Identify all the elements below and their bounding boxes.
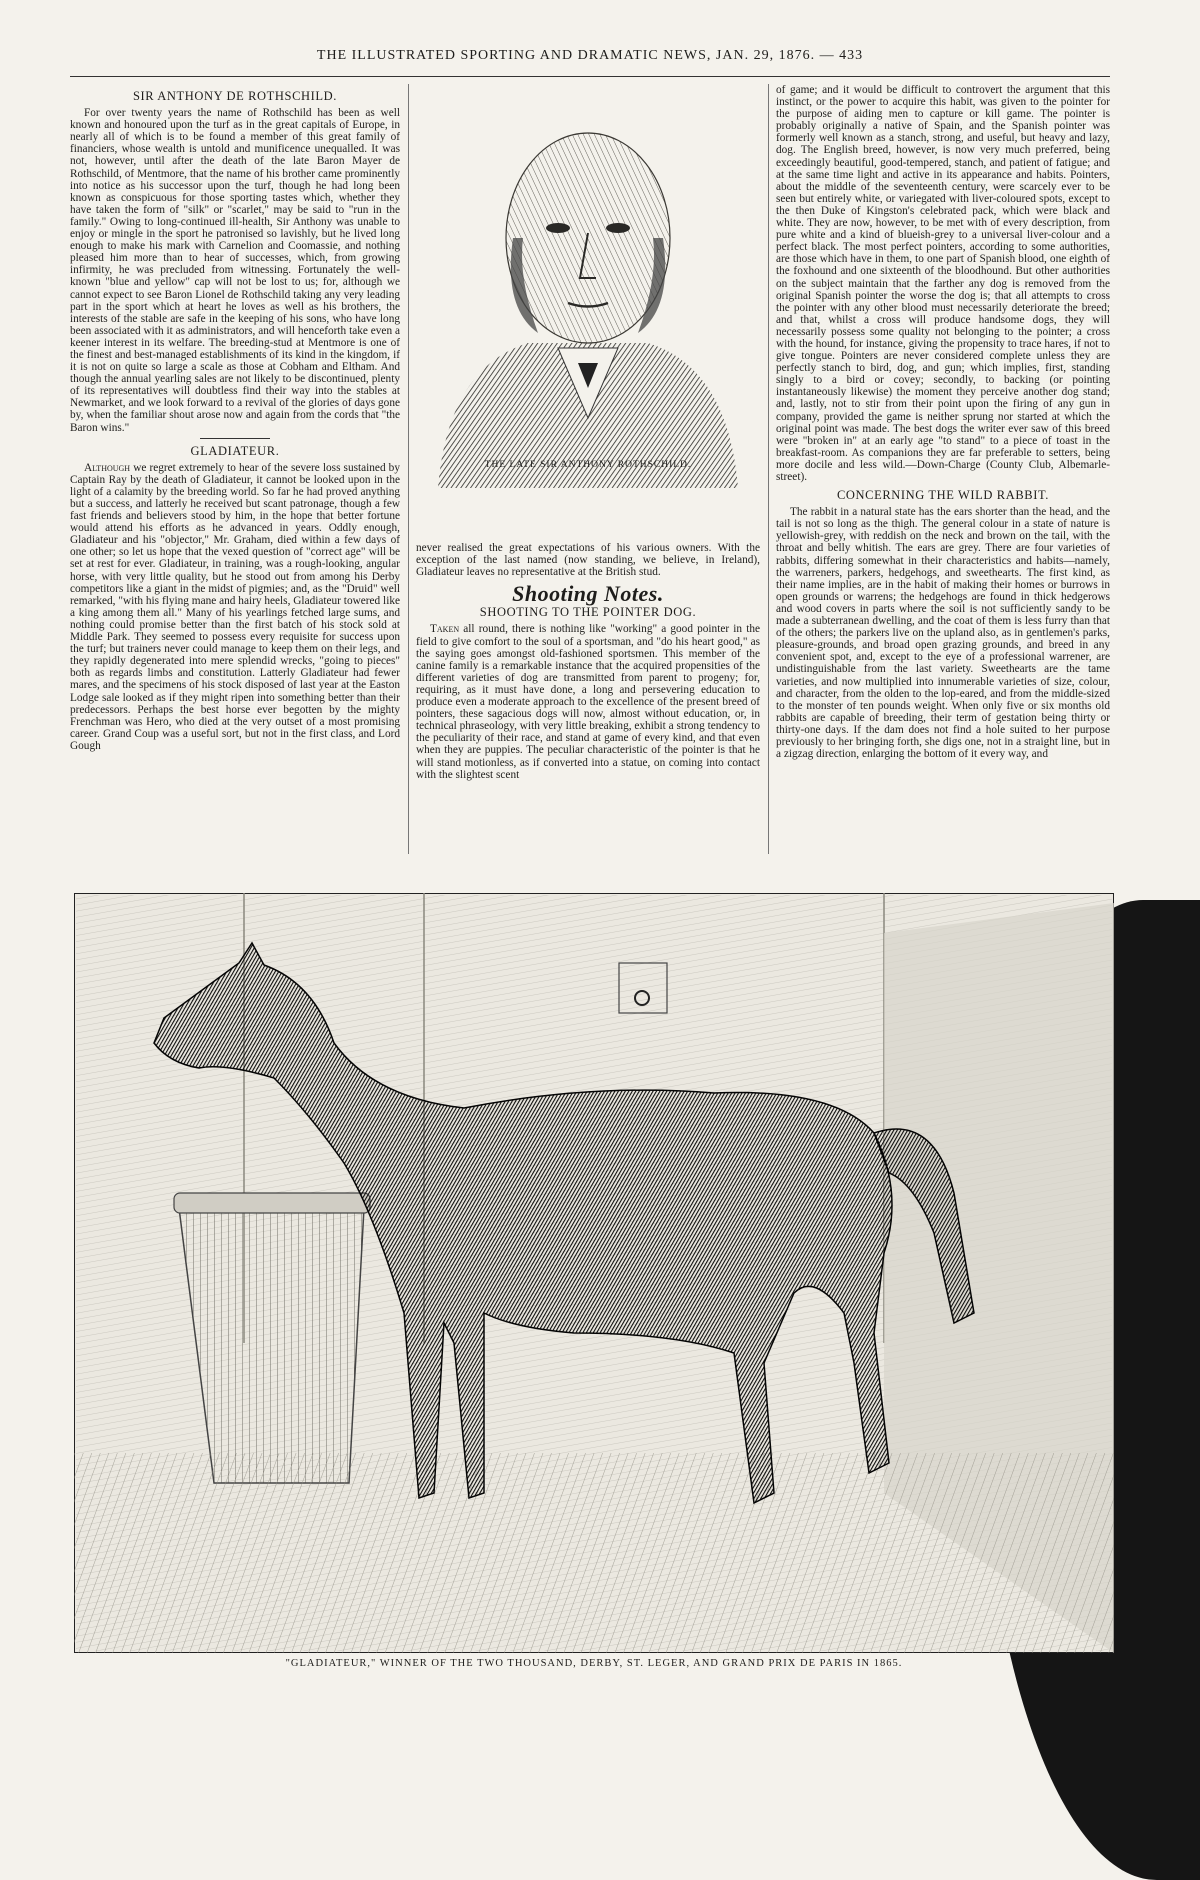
middle-column [416,542,760,854]
pointer-heading: SHOOTING TO THE POINTER DOG. [479,605,697,620]
left-eye [546,223,570,233]
gladiateur-heading: GLADIATEUR. [190,443,280,458]
rabbit-heading: CONCERNING THE WILD RABBIT. [836,488,1050,503]
gladiateur-engraving [74,893,1114,1653]
pointer-paragraph [416,623,760,780]
column-divider-left [408,84,409,854]
engraving-caption: "GLADIATEUR," WINNER OF THE TWO THOUSAND, DERBY, ST. LEGER, AND GRAND PRIX DE PARIS IN 1865. [285,1658,903,1669]
gladiateur-paragraph [70,462,400,752]
portrait-engraving [418,88,758,488]
portrait-caption: THE LATE SIR ANTHONY ROTHSCHILD. [484,460,692,470]
pointer-body: all round, there is nothing like "working" a good pointer in the field to give comfort to the soul of a sportsman, and "do his heart good," as the saying goes amongst old-fashioned sportsmen. This member of the canine family is a remarkable instance that the acquired propensities of the different varieties of dog are transmitted from parent to progeny; for, requiring, as it must have done, a long and persevering education to produce even a moderate approach to the excellence of the present breed of pointers, these sagacious dogs will now, almost without education, or, in technical phraseology, with very little breaking, exhibit a strong tendency to the peculiarity of their race, and stand at game of every kind, and that even when they are puppies. The peculiar characteristic of the pointer is that he will stand motionless, as if converted into a statue, on coming into contact with the slightest scent [416,623,760,781]
rothschild-heading: SIR ANTHONY DE ROTHSCHILD. [132,89,338,103]
gladiateur-lead: Although [84,461,131,474]
portrait-illustration [418,88,758,528]
gladiateur-continuation: never realised the great expectations of his various owners. With the exception of the last named (now standing, we believe, in Ireland), Gladiateur leaves no representative at the British stud. [416,542,760,579]
gladiateur-body: we regret extremely to hear of the severe loss sustained by Captain Ray by the death of Gladiateur, it cannot be looked upon in the light of a calamity by the breeding world. So far he had proved anything but a success, and latterly he received but scant patronage, though a few fast friends and believers stood by him, in the hope that better fortune would attend his efforts as he advanced in years. Oddly enough, Gladiateur and his "objector," Mr. Graham, died within a few days of one other; so let us hope that the vexed question of "correct age" will be set at rest for ever. Gladiateur, in training, was a rough-looking, angular horse, with very little quality, but he stood out from among his Derby competitors like a giant in the midst of pigmies; and, as the "Druid" well remarked, "with his flying mane and hairy heels, Gladiateur towered like a king among them all." Many of his yearlings fetched large sums, and nothing could promise better than the first batch of his stock sold at Middle Park. They seemed to possess every requisite for success upon the turf; but trainers never could manage to keep them on their legs, and they rapidly degenerated into mere splendid wrecks, "going to pieces" both as regards limbs and constitution. Latterly Gladiateur had fewer mares, and the specimens of his stock disposed of last year at the Easton Lodge sale looked as if they might ripen into something better than their predecessors. Perhaps the best horse ever begotten by the mighty Frenchman was Hero, who died at the very outset of a most promising career. Grand Coup was a useful sort, but not in the first class, and Lord Gough [70,461,400,752]
left-column [70,84,400,854]
section-divider [200,438,270,439]
right-eye [606,223,630,233]
straw-floor [74,1453,1114,1653]
pointer-lead: Taken [430,623,460,636]
right-column [776,84,1110,854]
page-header: THE ILLUSTRATED SPORTING AND DRAMATIC NEWS, JAN. 29, 1876. — 433 [316,48,864,63]
column-divider-right [768,84,769,854]
rabbit-body: The rabbit in a natural state has the ears shorter than the head, and the tail is not so long as the thigh. The general colour in a state of nature is yellowish-grey, with reddish on the neck and brown on the tail, with the throat and belly whitish. The ears are grey. There are four varieties of rabbits, differing somewhat in their characteristics and habits—namely, the warreners, parkers, hedgehogs, and sweethearts. The first kind, as their name implies, are in the habit of making their homes or burrows in open grounds or warrens; the hedgehogs are found in thick hedgerows and wood covers in parts where the soil is not sufficiently sandy to be made a subterranean dwelling, and the coat of them is less furry than that of the others; the parkers live on the upland also, as in gentlemen's parks, pleasure-grounds, and broad open grazing grounds, and breed in any convenient spot, and, except to the eye of a professional warrener, are undistinguishable from the last variety. Sweethearts are the tame varieties, and now multiplied into innumerable varieties of size, colour, and character, from the olden to the lop-eared, and from the middle-sized to the monster of ten pounds weight. When only five or six months old rabbits are capable of breeding, their term of gestation being thirty or thirty-one days. If the dam does not find a hole suited to her purpose previously to her bringing forth, she digs one, not in a straight line, but in a zigzag direction, enlarging the bottom of it every way, and [776,506,1110,761]
rothschild-body: For over twenty years the name of Rothschild has been as well known and honoured upon the turf as in the great capitals of Europe, in nearly all of which is to be found a member of this great family of financiers, whose wealth is untold and munificence unequalled. It was not, however, until after the death of the late Baron Mayer de Rothschild, of Mentmore, that the name of his brother came prominently into notice as his successor upon the turf, though he had long been known as conspicuous for those sporting tastes which, whether they have taken the form of "silk" or "scarlet," may be said to "run in the family." Owing to long-continued ill-health, Sir Anthony was unable to enjoy or mingle in the sport he patronised so lavishly, but he lived long enough to make his mark with Carnelion and Coomassie, and nothing pleased him more than to hear of successes, which, from growing infirmity, he was precluded from witnessing. Fortunately the well-known "blue and yellow" cap will not be lost to us; for, although we cannot expect to see Baron Lionel de Rothschild taking any very leading part in the sport which at heart he loves as well as his brothers, the interests of the stable are safe in the keeping of his sons, who have long been associated with it as administrators, and will henceforth take even a keener interest in its welfare. The breeding-stud at Mentmore is one of the finest and best-managed establishments of its kind in the kingdom, if it is not on quite so large a scale as those at Cobham and Eltham. And though the annual yearling sales are not likely to be discontinued, plenty of its representatives will doubtless find their way into the stables at Newmarket, and we look forward to a revival of the glories of days gone by, when the familiar shout arose now and again from the cords that "the Baron wins." [70,107,400,434]
pointer-continuation: of game; and it would be difficult to controvert the argument that this instinct, or the power to acquire this habit, was given to the pointer for the purpose of aiding men to capture or kill game. The pointer is probably originally a native of Spain, and the Spanish pointer was formerly well known as a stanch, strong, and useful, but heavy and lazy, dog. The English breed, however, is now very much preferred, being exceedingly beautiful, good-tempered, stanch, and patient of fatigue; and at the same time light and active in its appearance and habits. Pointers, about the middle of the seventeenth century, were scarcely ever to be seen but entirely white, or variegated with liver-coloured spots, except to the then Duke of Kingston's celebrated pack, which were black and white. They are now, however, to be met with of every description, from pure white and a kind of blueish-grey to a universal liver-colour and a perfect black. The most perfect pointers, according to some authorities, are those which have in them, to one part of Spanish blood, one eighth of the foxhound and one sixteenth of the bloodhound. But other authorities on the subject maintain that the farther any dog is removed from the original Spanish pointer the worse the dog is; that all attempts to cross the pointer with any other blood must necessarily deteriorate the breed; and that, whilst a cross will produce handsome dogs, they will necessarily possess some quality not belonging to the pointer; a cross with the hound, for instance, giving the propensity to trace hares, if not to give tongue. Pointers are never considered complete unless they are perfectly stanch to bird, dog, and gun; which implies, first, standing singly to a bird or covey; secondly, to backing (or pointing instantaneously likewise) the moment they perceive another dog stand; and, lastly, not to stir from their point upon the firing of any gun in company, provided the game is neither sprung nor started at which the original point was made. The best dogs the writer ever saw of this breed were "broken in" at an early age "to stand" to a piece of toast in the breakfast-room. As companions they are far preferable to setters, being more docile and less wild.—Down-Charge (County Club, Albemarle-street). [776,84,1110,483]
horse-illustration [74,893,1114,1653]
header-rule [70,76,1110,77]
shooting-section-title: Shooting Notes. [512,581,664,607]
